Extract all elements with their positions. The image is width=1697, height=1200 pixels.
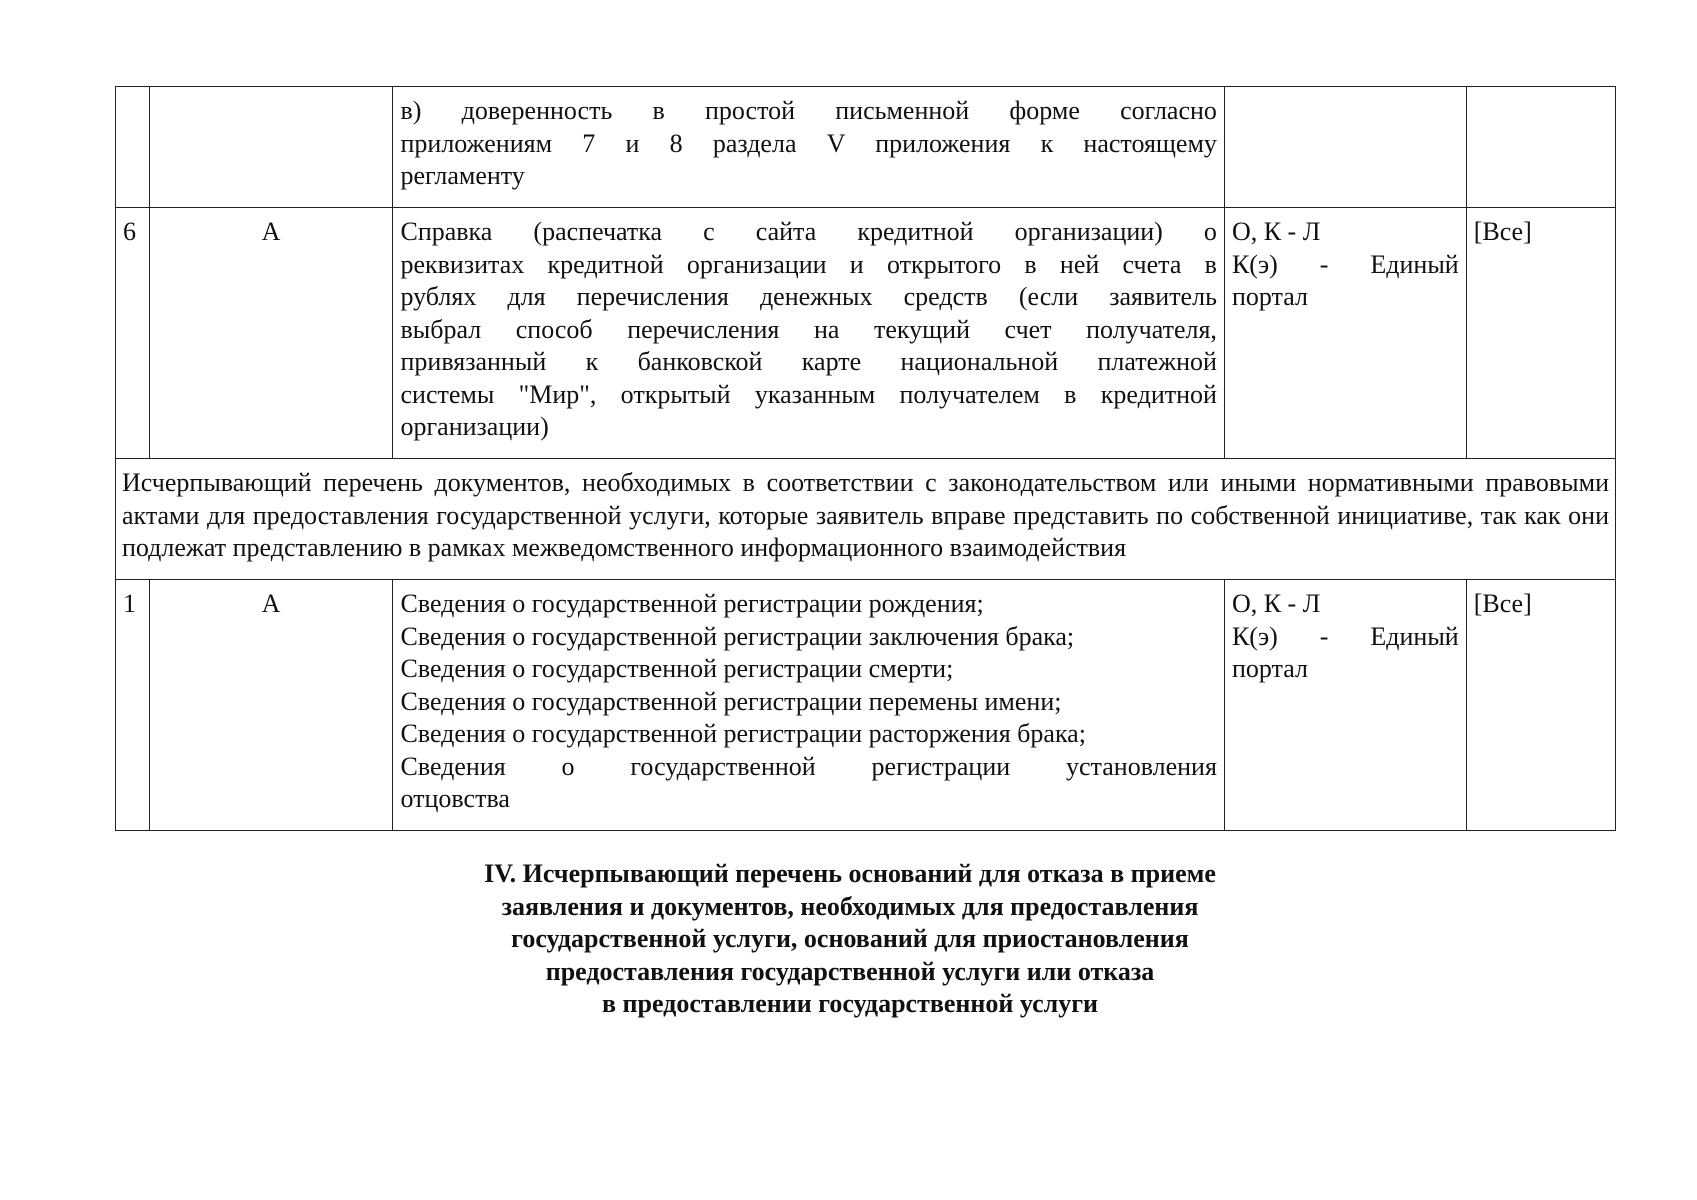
row-number-cell xyxy=(116,87,150,208)
description-line: Сведения о государственной регистрации рождения; xyxy=(400,589,984,618)
description-line: регламенту xyxy=(400,161,525,190)
section-heading-line: предоставления государственной услуги или отказа xyxy=(545,956,1155,986)
section-heading-line: в предоставлении государственной услуги xyxy=(601,989,1098,1018)
submission-form-unified: Единый xyxy=(1370,249,1459,279)
submission-form-ke: К(э) xyxy=(1231,621,1278,651)
description-line: Сведения о государственной регистрации смерти; xyxy=(400,654,954,683)
description-line: Сведения о государственной регистрации заключения брака; xyxy=(400,621,1075,651)
submission-form-ke: К(э) xyxy=(1231,249,1278,279)
submission-form-cell xyxy=(1224,208,1466,459)
applicant-code-cell: А xyxy=(149,208,393,459)
submission-form-unified: Единый xyxy=(1370,621,1459,651)
description-line: приложениям 7 и 8 раздела V приложения к настоящему xyxy=(400,128,1217,158)
description-line: отцовства xyxy=(400,784,510,813)
description-line: Сведения о государственной регистрации установления xyxy=(400,751,1217,781)
description-line: Сведения о государственной регистрации расторжения брака; xyxy=(400,719,1086,748)
section-heading-line: заявления и документов, необходимых для предоставления xyxy=(501,891,1199,921)
description-line: организации) xyxy=(400,412,549,441)
description-line: рублях для перечисления денежных средств (если заявитель xyxy=(400,282,1217,311)
applicant-category-cell: [Все] xyxy=(1466,208,1615,459)
applicant-category-cell: [Все] xyxy=(1466,580,1615,831)
description-line: системы "Мир", открытый указанным получателем в кредитной xyxy=(400,379,1217,409)
applicant-code-cell xyxy=(149,87,393,208)
row-number-cell: 1 xyxy=(116,580,150,831)
section-divider-text: Исчерпывающий перечень документов, необходимых в соответствии с законодательством или иными нормативными правовыми актами для предоставления государственной услуги, которые заявитель вправе представить по собственной инициативе, так как они подлежат представлению в рамках межведомственного информационного взаимодействия xyxy=(116,459,1616,580)
submission-form-portal-line xyxy=(1232,621,1459,654)
description-line: привязанный к банковской карте национальной платежной xyxy=(400,347,1217,376)
description-line: Сведения о государственной регистрации перемены имени; xyxy=(400,686,1062,716)
table-row xyxy=(116,87,1616,208)
submission-form-cell xyxy=(1224,87,1466,208)
applicant-category-cell xyxy=(1466,87,1615,208)
section-divider-row xyxy=(116,459,1616,580)
section-heading xyxy=(200,858,1500,1021)
description-line: Справка (распечатка с сайта кредитной организации) о xyxy=(400,217,1217,246)
document-description-cell xyxy=(393,208,1224,459)
submission-form-line: портал xyxy=(1231,654,1308,683)
documents-table xyxy=(115,86,1616,831)
section-heading-line: государственной услуги, оснований для приостановления xyxy=(511,924,1189,953)
description-line: выбрал способ перечисления на текущий счет получателя, xyxy=(400,314,1217,344)
submission-form-dash: - xyxy=(1319,621,1329,651)
table-row xyxy=(116,208,1616,459)
submission-form-portal-line xyxy=(1232,249,1459,282)
submission-form-dash: - xyxy=(1319,249,1329,279)
submission-form-line: портал xyxy=(1231,282,1308,311)
document-description-cell xyxy=(393,87,1224,208)
submission-form-line: О, К - Л xyxy=(1231,589,1321,618)
section-heading-line: IV. Исчерпывающий перечень оснований для отказа в приеме xyxy=(484,859,1216,888)
document-description-cell xyxy=(393,580,1224,831)
submission-form-line: О, К - Л xyxy=(1231,217,1321,246)
description-line: реквизитах кредитной организации и открытого в ней счета в xyxy=(400,249,1217,279)
description-line: в) доверенность в простой письменной форме согласно xyxy=(400,96,1217,125)
table-row xyxy=(116,580,1616,831)
submission-form-cell xyxy=(1224,580,1466,831)
row-number-cell: 6 xyxy=(116,208,150,459)
applicant-code-cell: А xyxy=(149,580,393,831)
